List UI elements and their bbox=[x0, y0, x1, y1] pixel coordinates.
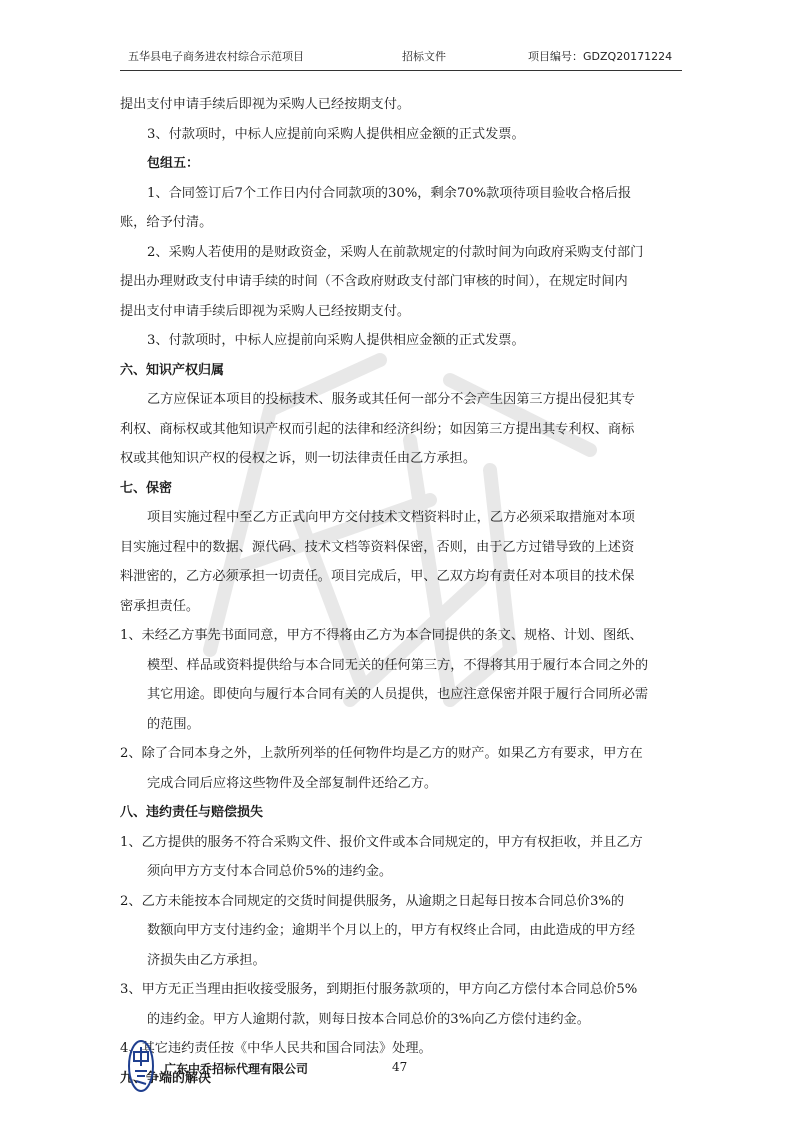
text-line: 2、除了合同本身之外，上款所列举的任何物件均是乙方的财产。如果乙方有要求，甲方在 bbox=[120, 746, 643, 761]
text-line: 1、乙方提供的服务不符合采购文件、报价文件或本合同规定的，甲方有权拒收，并且乙方 bbox=[120, 834, 643, 850]
text-line: 的违约金。甲方人逾期付款，则每日按本合同总价的3%向乙方偿付违约金。 bbox=[147, 1011, 590, 1027]
header-project-name: 五华县电子商务进农村综合示范项目 bbox=[128, 50, 304, 63]
text-line: 3、付款项时，中标人应提前向采购人提供相应金额的正式发票。 bbox=[147, 126, 525, 142]
text-line: 利权、商标权或其他知识产权而引起的法律和经济纠纷；如因第三方提出其专利权、商标 bbox=[120, 421, 635, 437]
page-header bbox=[120, 46, 680, 66]
text-line: 1、未经乙方事先书面同意，甲方不得将由乙方为本合同提供的条文、规格、计划、图纸、 bbox=[120, 628, 643, 643]
text-line: 3、甲方无正当理由拒收接受服务，到期拒付服务款项的，甲方向乙方偿付本合同总价5% bbox=[120, 982, 638, 997]
text-line: 其它用途。即使向与履行本合同有关的人员提供，也应注意保密并限于履行合同所必需 bbox=[147, 687, 649, 702]
page-footer bbox=[120, 1040, 680, 1100]
page-number: 47 bbox=[392, 1060, 408, 1074]
text-line: 乙方应保证本项目的投标技术、服务或其任何一部分不会产生因第三方提出侵犯其专 bbox=[147, 392, 635, 407]
header-project-code: 项目编号：GDZQ20171224 bbox=[528, 50, 673, 63]
text-line: 的范围。 bbox=[147, 716, 200, 732]
text-line: 2、采购人若使用的是财政资金，采购人在前款规定的付款时间为向政府采购支付部门 bbox=[147, 244, 644, 260]
text-line: 账，给予付清。 bbox=[120, 215, 213, 230]
text-line: 六、知识产权归属 bbox=[120, 362, 225, 378]
header-divider bbox=[120, 70, 682, 71]
text-line: 提出支付申请手续后即视为采购人已经按期支付。 bbox=[120, 97, 411, 112]
text-line: 九、争端的解决 bbox=[120, 1070, 212, 1086]
text-line: 权或其他知识产权的侵权之诉，则一切法律责任由乙方承担。 bbox=[120, 451, 477, 466]
text-line: 项目实施过程中至乙方正式向甲方交付技术文档资料时止，乙方必须采取措施对本项 bbox=[147, 510, 635, 525]
text-line: 目实施过程中的数据、源代码、技术文档等资料保密，否则，由于乙方过错导致的上述资 bbox=[120, 539, 635, 555]
text-line: 数额向甲方支付违约金；逾期半个月以上的，甲方有权终止合同，由此造成的甲方经 bbox=[147, 923, 635, 938]
text-line: 八、违约责任与赔偿损失 bbox=[120, 805, 264, 820]
text-line: 济损失由乙方承担。 bbox=[147, 952, 266, 968]
text-line: 模型、样品或资料提供给与本合同无关的任何第三方，不得将其用于履行本合同之外的 bbox=[147, 657, 649, 673]
text-line: 1、合同签订后7个工作日内付合同款项的30%，剩余70%款项待项目验收合格后报 bbox=[147, 185, 632, 201]
text-line: 2、乙方未能按本合同规定的交货时间提供服务，从逾期之日起每日按本合同总价3%的 bbox=[120, 893, 625, 909]
text-line: 4、其它违约责任按《中华人民共和国合同法》处理。 bbox=[120, 1041, 432, 1056]
text-line: 3、付款项时，中标人应提前向采购人提供相应金额的正式发票。 bbox=[147, 333, 525, 348]
text-line: 七、保密 bbox=[120, 480, 173, 496]
text-line: 密承担责任。 bbox=[120, 598, 200, 614]
text-line: 提出支付申请手续后即视为采购人已经按期支付。 bbox=[120, 303, 411, 319]
text-line: 料泄密的，乙方必须承担一切责任。项目完成后，甲、乙双方均有责任对本项目的技术保 bbox=[120, 569, 635, 584]
text-line: 提出办理财政支付申请手续的时间（不含政府财政支付部门审核的时间），在规定时间内 bbox=[120, 274, 628, 289]
footer-company-name: 广东中乔招标代理有限公司 bbox=[164, 1062, 309, 1076]
header-doc-type: 招标文件 bbox=[402, 50, 446, 63]
document-body bbox=[120, 90, 684, 1093]
text-line: 须向甲方方支付本合同总价5%的违约金。 bbox=[147, 864, 393, 879]
company-logo-icon bbox=[128, 1040, 154, 1092]
text-line: 包组五： bbox=[147, 156, 200, 171]
text-line: 完成合同后应将这些物件及全部复制件还给乙方。 bbox=[147, 775, 438, 791]
